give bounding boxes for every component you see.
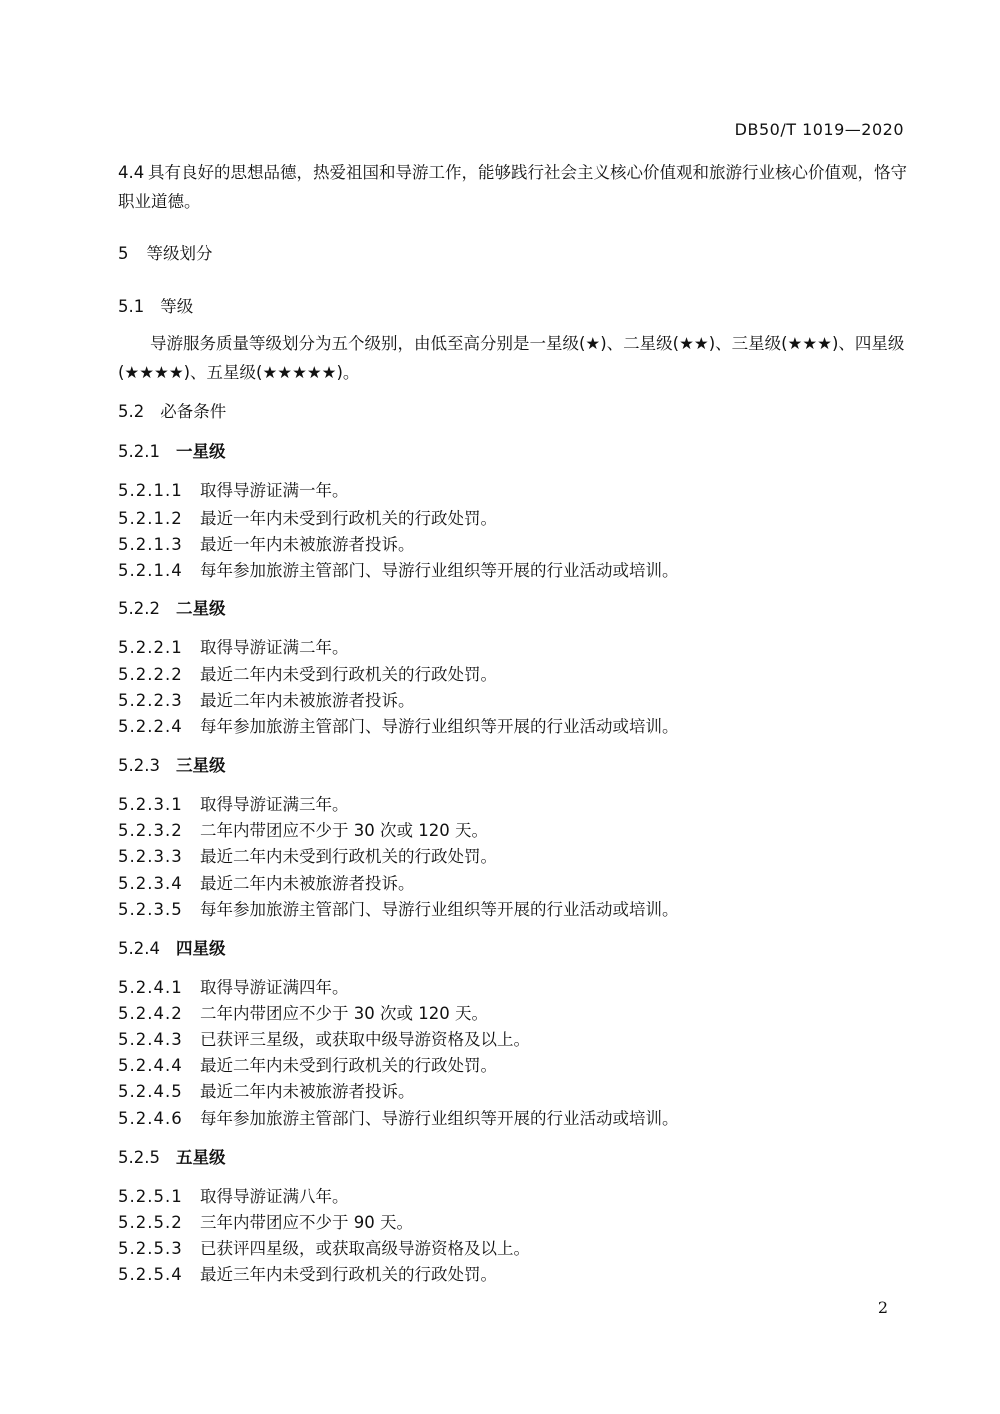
document-code: DB50/T 1019—2020 [734,120,904,139]
list-item [118,1000,488,1024]
item-number: 5.2.1.1 [118,481,183,500]
section-heading-5-2-2 [118,595,225,619]
list-item [118,557,679,581]
item-text: 取得导游证满四年。 [200,978,349,997]
section-heading-5 [118,240,213,264]
clause-text: 具有良好的思想品德，热爱祖国和导游工作，能够践行社会主义核心价值观和旅游行业核心价值观，恪守职业道德。 [118,163,907,211]
item-text: 每年参加旅游主管部门、导游行业组织等开展的行业活动或培训。 [200,900,679,919]
section-title: 三星级 [175,756,226,775]
list-item [118,1183,349,1207]
item-number: 5.2.5.4 [118,1265,183,1284]
item-text: 最近一年内未受到行政机关的行政处罚。 [200,509,497,528]
item-number: 5.2.4.6 [118,1109,183,1128]
item-text: 已获评三星级，或获取中级导游资格及以上。 [200,1030,530,1049]
item-number: 5.2.2.2 [118,665,183,684]
item-number: 5.2.3.5 [118,900,183,919]
item-number: 5.2.3.2 [118,821,183,840]
item-text: 取得导游证满八年。 [200,1187,349,1206]
list-item [118,531,415,555]
list-item [118,1261,497,1285]
list-item [118,505,497,529]
item-number: 5.2.4.2 [118,1004,183,1023]
section-title: 五星级 [175,1148,226,1167]
item-text: 每年参加旅游主管部门、导游行业组织等开展的行业活动或培训。 [200,717,679,736]
item-text: 二年内带团应不少于 30 次或 120 天。 [200,821,488,840]
item-number: 5.2.5.3 [118,1239,183,1258]
item-text: 最近二年内未受到行政机关的行政处罚。 [200,665,497,684]
section-number: 5.2.3 [118,756,160,775]
item-text: 取得导游证满二年。 [200,638,349,657]
item-number: 5.2.2.1 [118,638,183,657]
item-number: 5.2.5.1 [118,1187,183,1206]
section-number: 5 [118,244,129,263]
section-number: 5.1 [118,297,145,316]
section-heading-5-2-5 [118,1144,225,1168]
item-text: 已获评四星级，或获取高级导游资格及以上。 [200,1239,530,1258]
list-item [118,477,349,501]
grade-description: 导游服务质量等级划分为五个级别，由低至高分别是一星级(★)、二星级(★★)、三星级(★★★)、四星级(★★★★)、五星级(★★★★★)。 [118,334,905,382]
section-title: 等级划分 [146,244,213,263]
list-item [118,634,349,658]
item-text: 二年内带团应不少于 30 次或 120 天。 [200,1004,488,1023]
section-title: 一星级 [175,442,226,461]
list-item [118,817,488,841]
section-number: 5.2.2 [118,599,160,618]
list-item [118,1209,413,1233]
section-heading-5-2 [118,398,226,422]
item-number: 5.2.1.2 [118,509,183,528]
item-number: 5.2.2.3 [118,691,183,710]
item-number: 5.2.3.3 [118,847,183,866]
list-item [118,1235,530,1259]
section-heading-5-2-1 [118,438,225,462]
list-item [118,974,349,998]
list-item [118,1026,530,1050]
item-text: 三年内带团应不少于 90 天。 [200,1213,413,1232]
list-item [118,1052,497,1076]
item-number: 5.2.4.1 [118,978,183,997]
item-text: 每年参加旅游主管部门、导游行业组织等开展的行业活动或培训。 [200,1109,679,1128]
item-text: 取得导游证满三年。 [200,795,349,814]
section-title: 二星级 [175,599,226,618]
item-text: 最近一年内未被旅游者投诉。 [200,535,415,554]
list-item [118,687,415,711]
section-heading-5-1 [118,293,193,317]
clause-number: 4.4 [118,163,145,182]
item-number: 5.2.3.4 [118,874,183,893]
page-number: 2 [877,1298,888,1317]
item-number: 5.2.4.3 [118,1030,183,1049]
list-item [118,1105,679,1129]
item-number: 5.2.3.1 [118,795,183,814]
item-number: 5.2.1.4 [118,561,183,580]
item-number: 5.2.5.2 [118,1213,183,1232]
item-number: 5.2.4.5 [118,1082,183,1101]
item-text: 最近二年内未被旅游者投诉。 [200,1082,415,1101]
section-heading-5-2-3 [118,752,225,776]
list-item [118,870,415,894]
section-number: 5.2.4 [118,939,160,958]
item-text: 最近三年内未受到行政机关的行政处罚。 [200,1265,497,1284]
section-title: 必备条件 [160,402,227,421]
item-text: 最近二年内未被旅游者投诉。 [200,874,415,893]
section-number: 5.2.1 [118,442,160,461]
item-number: 5.2.1.3 [118,535,183,554]
section-title: 等级 [160,297,194,316]
item-text: 取得导游证满一年。 [200,481,349,500]
item-text: 最近二年内未受到行政机关的行政处罚。 [200,847,497,866]
list-item [118,843,497,867]
clause-4-4 [118,158,908,216]
list-item [118,791,349,815]
item-text: 最近二年内未被旅游者投诉。 [200,691,415,710]
item-text: 最近二年内未受到行政机关的行政处罚。 [200,1056,497,1075]
item-number: 5.2.4.4 [118,1056,183,1075]
list-item [118,713,679,737]
section-number: 5.2 [118,402,145,421]
list-item [118,1078,415,1102]
section-title: 四星级 [175,939,226,958]
item-text: 每年参加旅游主管部门、导游行业组织等开展的行业活动或培训。 [200,561,679,580]
section-heading-5-2-4 [118,935,225,959]
list-item [118,896,679,920]
section-number: 5.2.5 [118,1148,160,1167]
item-number: 5.2.2.4 [118,717,183,736]
list-item [118,661,497,685]
